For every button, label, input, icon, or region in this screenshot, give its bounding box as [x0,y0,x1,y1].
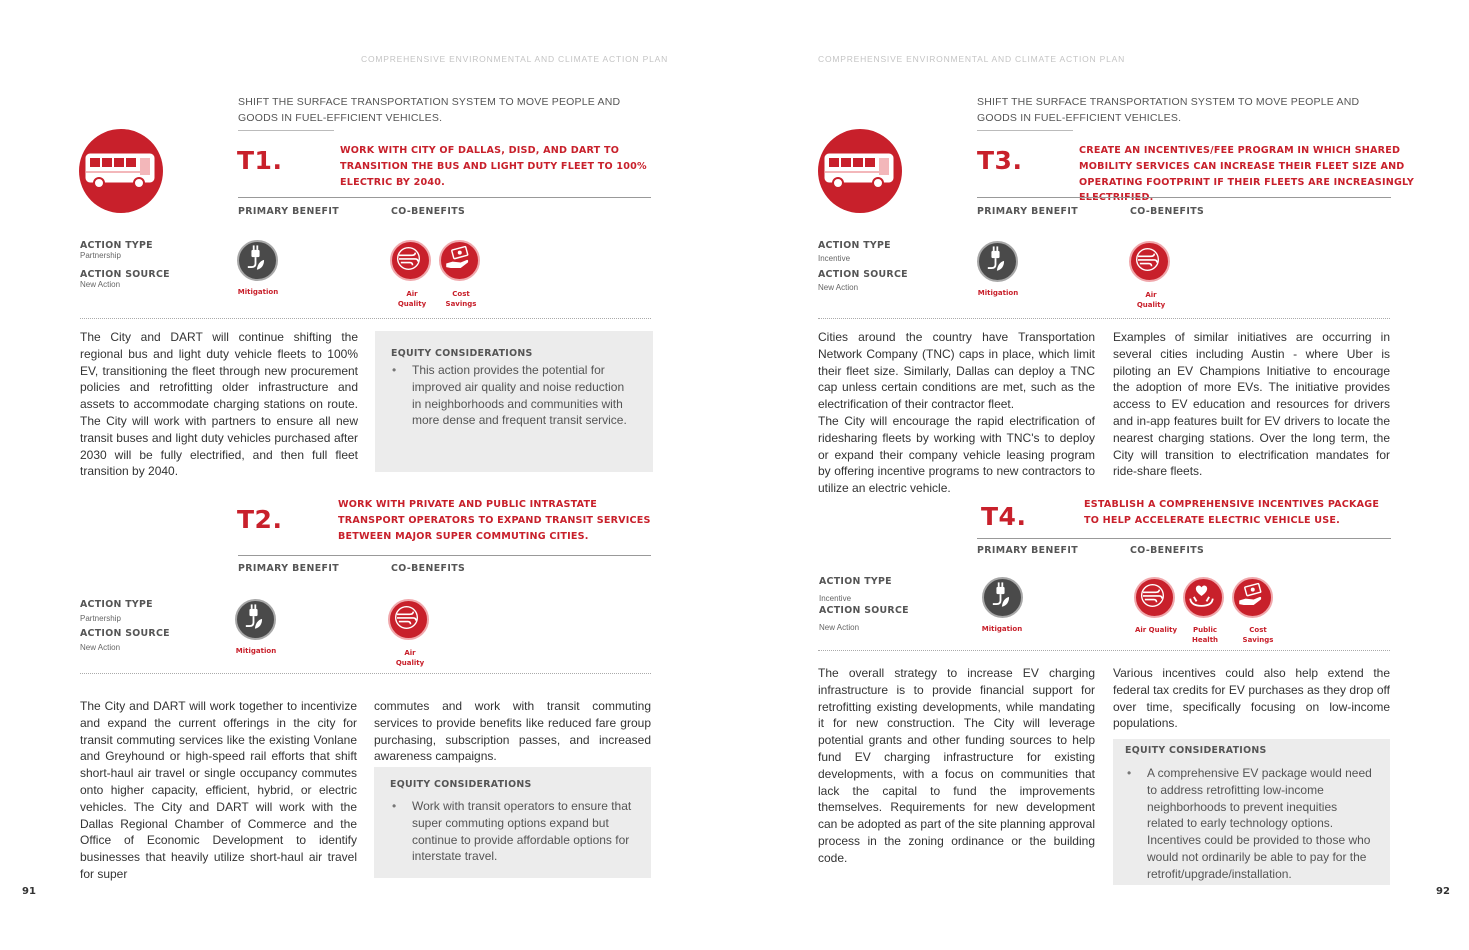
equity-heading: EQUITY CONSIDERATIONS [390,779,532,790]
title-rule [238,197,651,198]
section-divider [80,318,651,319]
action-title-t3: CREATE AN INCENTIVES/FEE PROGRAM IN WHICH SHARED MOBILITY SERVICES CAN INCREASE THEIR FLEET SIZE AND OPERATING FOOTPRINT IF THEIR FLEETS ARE INCREASINGLY [1079,145,1414,188]
action-type-value: Incentive [818,254,851,263]
bus-icon [818,129,902,213]
title-rule [977,197,1391,198]
plug-leaf-icon [237,240,278,281]
action-body-t2-col2: commutes and work with transit commuting services to provide benefits like reduced fare group purchasing, subscription passes, and increased awareness campaigns. [374,699,651,764]
action-source-value: New Action [819,623,860,632]
action-code-t4: T4. [981,502,1027,531]
action-code-t2: T2. [237,505,283,534]
benefit-label-air-quality: Air Quality [1136,291,1166,309]
action-body-t3-col2: Examples of similar initiatives are occurring in several cities including Austin - where Uber is piloting an EV Champions Initiative to encourage the adoption of more EVs. The initiative provides access to EV education and resources for drivers and in-app features built for EV drivers to locate the nearest charging stations. Over the long term, the City will transition to electrification mandates for ride-share fleets. [1113,330,1390,479]
benefit-label-air-quality: Air Quality [397,290,427,308]
action-type-label: ACTION TYPE [818,240,891,251]
goal-statement: SHIFT THE SURFACE TRANSPORTATION SYSTEM TO MOVE PEOPLE AND GOODS IN FUEL-EFFICIENT VEHICLES. [238,96,621,124]
action-source-value: New Action [818,283,859,292]
action-body-t3-col1 [818,329,1095,497]
action-type-label: ACTION TYPE [80,240,153,251]
plug-leaf-icon [977,241,1018,282]
heart-hands-icon [1183,577,1224,618]
plug-leaf-icon [982,577,1023,618]
equity-box-t1 [375,331,653,472]
equity-box-t4 [1113,739,1390,885]
wind-icon [390,240,431,281]
action-source-label: ACTION SOURCE [819,605,909,616]
benefit-label-cost-savings: Cost Savings [445,290,477,308]
equity-item: • Work with transit operators to ensure that super commuting options expand but continue to provide affordable options for interstate travel. [390,798,634,865]
goal-underline [238,130,334,131]
section-divider [818,650,1390,651]
running-head: COMPREHENSIVE ENVIRONMENTAL AND CLIMATE ACTION PLAN [361,54,669,64]
equity-heading: EQUITY CONSIDERATIONS [391,348,533,359]
wind-icon [1134,577,1175,618]
action-type-value: Partnership [80,251,121,260]
action-type-value: Incentive [819,594,852,603]
page-number: 92 [1436,886,1450,897]
goal-statement: SHIFT THE SURFACE TRANSPORTATION SYSTEM TO MOVE PEOPLE AND GOODS IN FUEL-EFFICIENT VEHICLES. [977,96,1360,124]
action-title-t1: WORK WITH CITY OF DALLAS, DISD, AND DART TO TRANSITION THE BUS AND LIGHT DUTY FLEET TO 100% ELECTRIC BY 2040. [340,145,647,188]
page-number: 91 [22,886,36,897]
running-head: COMPREHENSIVE ENVIRONMENTAL AND CLIMATE ACTION PLAN [818,54,1126,64]
title-rule [238,555,651,556]
action-type-label: ACTION TYPE [819,576,892,587]
section-divider [80,673,651,674]
section-divider [818,318,1390,319]
co-benefits-label: CO-BENEFITS [391,206,466,217]
action-title-t2: WORK WITH PRIVATE AND PUBLIC INTRASTATE TRANSPORT OPERATORS TO EXPAND TRANSIT SERVICES BETWEEN MAJOR SUPER COMMUTING CITIES. [338,499,651,542]
equity-heading: EQUITY CONSIDERATIONS [1125,745,1267,756]
action-body-t4-col2: Various incentives could also help extend the federal tax credits for EV purchases as they drop off over time, specifically focusing on low-income populations. [1113,666,1390,731]
action-body-t4-col1: The overall strategy to increase EV charging infrastructure is to provide financial support for retrofitting existing developments, while mandating it for new construction. The City will leverage potential grants and other funding sources to help fund EV charging infrastructure for existing developments, with a focus on communities that lack the capital to fund the improvements themselves. Requirements for new development can be adopted as part of the site planning approval process in the zoning ordinance or the building code. [818,666,1095,865]
action-source-label: ACTION SOURCE [80,269,170,280]
goal-underline [977,130,1073,131]
action-body-t2-col1: The City and DART will work together to incentivize and expand the current offerings in the city for transit commuting services like the existing Vonlane and Greyhound or high-speed rail efforts that shift short-haul air travel or single occupancy commutes onto higher capacity, efficient, hybrid, or electric vehicles. The City and DART will work with the Dallas Regional Chamber of Commerce and the Office of Economic Development to identify businesses that heavily utilize short-haul air travel for super [80,699,357,881]
money-hand-icon [1232,577,1273,618]
action-code-t3: T3. [977,146,1023,175]
primary-benefit-label: PRIMARY BENEFIT [977,206,1079,217]
action-source-label: ACTION SOURCE [818,269,908,280]
benefit-label-mitigation: Mitigation [237,288,279,296]
action-source-label: ACTION SOURCE [80,628,170,639]
benefit-label-mitigation: Mitigation [235,647,277,655]
benefit-label-mitigation: Mitigation [977,289,1019,297]
action-type-value: Partnership [80,614,121,623]
primary-benefit-label: PRIMARY BENEFIT [238,563,340,574]
plug-leaf-icon [235,599,276,640]
co-benefits-label: CO-BENEFITS [1130,206,1205,217]
benefit-label-air-quality: Air Quality [1134,626,1178,634]
equity-box-t2 [374,767,651,878]
money-hand-icon [439,240,480,281]
benefit-label-public-health: Public Health [1191,626,1219,644]
co-benefits-label: CO-BENEFITS [1130,545,1205,556]
co-benefits-label: CO-BENEFITS [391,563,466,574]
action-code-t1: T1. [237,146,283,175]
benefit-label-air-quality: Air Quality [395,649,425,667]
wind-icon [388,599,429,640]
equity-item: • A comprehensive EV package would need to address retrofitting low-income neighborhoods to prevent inequities related to early technology options. Incentives could be provided to those who would not ordinarily be able to pay for the retrofit/upgrade/installation. [1125,765,1375,883]
benefit-label-mitigation: Mitigation [981,625,1023,633]
action-type-label: ACTION TYPE [80,599,153,610]
action-body-t1: The City and DART will continue shifting the regional bus and light duty vehicle fleets to 100% EV, transitioning the fleet through new procurement policies and retrofitting older infrastructure and assets to accommodate charging stations on route. The City will work with partners to ensure all new transit buses and light duty vehicles purchased after 2030 will be fully electrified, and then full fleet transition by 2040. [80,330,358,479]
equity-item: • This action provides the potential for improved air quality and noise reduction in neighborhoods and communities with more dense and frequent transit service. [390,362,630,429]
action-source-value: New Action [80,280,121,289]
wind-icon [1129,241,1170,282]
action-source-value: New Action [80,643,121,652]
primary-benefit-label: PRIMARY BENEFIT [238,206,340,217]
paragraph: Cities around the country have Transportation Network Company (TNC) caps in place, which limit their fleet size. Similarly, Dallas can deploy a TNC cap unless certain conditions are met, such as the electrification of their contractor fleet. [818,330,1095,412]
bus-icon [79,129,163,213]
paragraph: The City will encourage the rapid electrification of ridesharing fleets by working with TNC's to deploy or expand their company vehicle leasing program by offering incentive programs to new contractors to utilize an electric vehicle. [818,413,1095,496]
primary-benefit-label: PRIMARY BENEFIT [977,545,1079,556]
benefit-label-cost-savings: Cost Savings [1242,626,1274,644]
title-rule [977,538,1391,539]
action-title-t4: ESTABLISH A COMPREHENSIVE INCENTIVES PACKAGE TO HELP ACCELERATE ELECTRIC VEHICLE USE. [1084,499,1380,526]
